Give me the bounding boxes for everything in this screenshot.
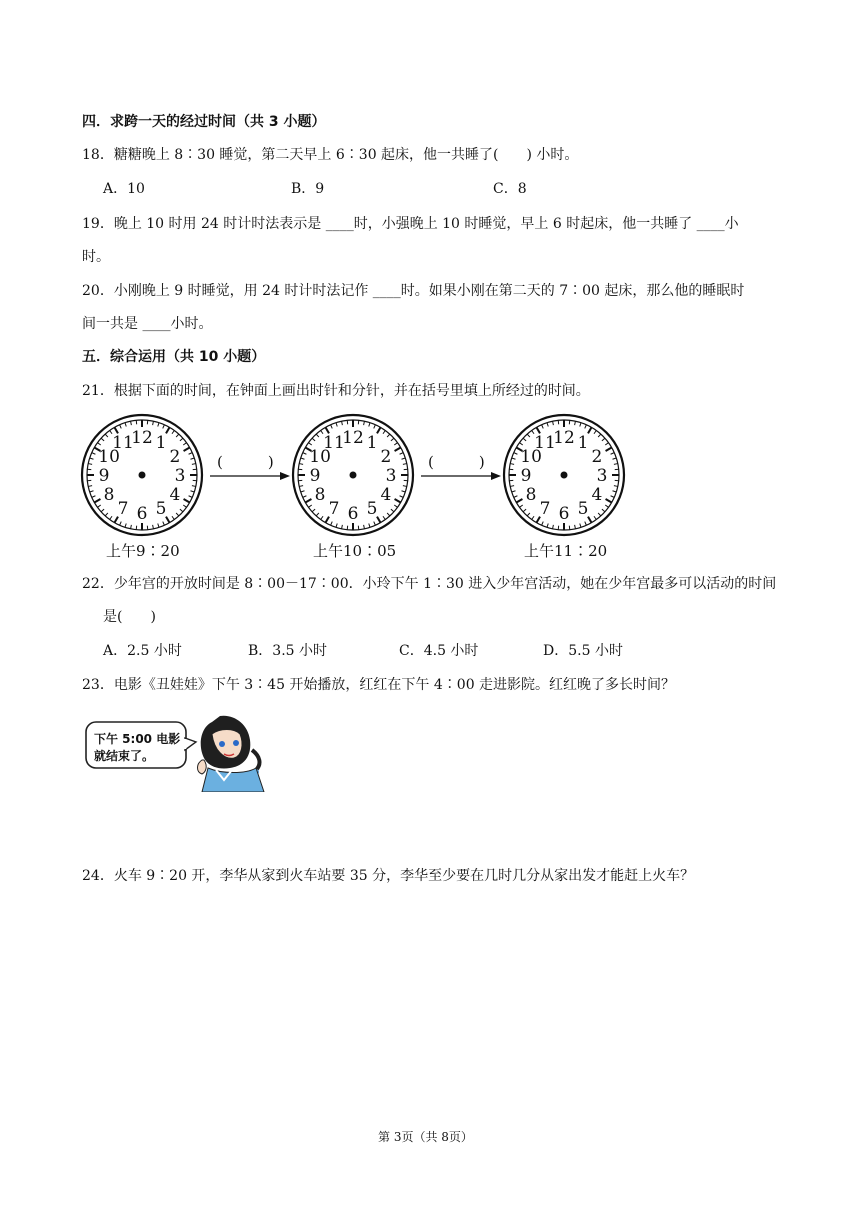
clock-number: 9 xyxy=(520,466,532,486)
clock-number: 12 xyxy=(553,428,575,448)
bubble-text-line1: 下午 5:00 电影 xyxy=(94,732,181,746)
clock-number: 3 xyxy=(385,466,397,486)
section-5-title: 五．综合运用（共 10 小题） xyxy=(82,349,266,365)
question-22-line1: 22．少年宫的开放时间是 8∶00－17∶00．小玲下午 1∶30 进入少年宫活动，她在少年宫最多可以活动的时间 xyxy=(82,576,777,592)
clock-number: 6 xyxy=(347,504,359,524)
clock-center-dot xyxy=(561,472,568,479)
q18-option-a: A．10 xyxy=(103,181,145,197)
clock-number: 7 xyxy=(539,498,551,519)
clock-number: 4 xyxy=(380,485,392,505)
clock-number: 1 xyxy=(577,433,589,454)
clock-center-dot xyxy=(350,472,357,479)
question-19-line1: 19．晚上 10 时用 24 时计时法表示是 ____时，小强晚上 10 时睡觉，早上 6 时起床，他一共睡了 ____小 xyxy=(82,216,739,232)
question-24-text: 24．火车 9∶20 开，李华从家到火车站要 35 分，李华至少要在几时几分从家出发才能赶上火车？ xyxy=(82,868,695,884)
clock-number: 2 xyxy=(591,447,603,467)
clock-3-time-label: 上午11∶20 xyxy=(524,542,608,560)
clock-number: 4 xyxy=(169,485,181,505)
clock-number: 12 xyxy=(131,428,153,448)
arrow-2 xyxy=(421,470,501,482)
girl-speech-illustration xyxy=(84,700,276,792)
clock-number: 2 xyxy=(169,447,181,467)
clock-number: 8 xyxy=(314,485,326,505)
clock-number: 7 xyxy=(117,498,129,519)
clock-number: 9 xyxy=(309,466,321,486)
clock-number: 8 xyxy=(103,485,115,505)
question-20-line2: 间一共是 ____小时。 xyxy=(82,316,213,332)
clock-number: 1 xyxy=(366,433,378,454)
clock-number: 5 xyxy=(155,498,167,519)
q22-option-d: D．5.5 小时 xyxy=(543,643,623,659)
elapsed-time-blank-1: ( ) xyxy=(217,453,274,471)
question-18-text: 18．糖糖晚上 8∶30 睡觉，第二天早上 6∶30 起床，他一共睡了( ) 小时。 xyxy=(82,147,579,163)
clock-number: 5 xyxy=(366,498,378,519)
question-20-line1: 20．小刚晚上 9 时睡觉，用 24 时计时法记作 ____时。如果小刚在第二天的 7∶00 起床，那么他的睡眠时 xyxy=(82,283,745,299)
clock-number: 11 xyxy=(112,433,134,454)
q18-option-c: C．8 xyxy=(493,181,527,197)
clock-2-time-label: 上午10∶05 xyxy=(313,542,397,560)
question-23-text: 23．电影《丑娃娃》下午 3∶45 开始播放，红红在下午 4∶00 走进影院。红红晚了多长时间？ xyxy=(82,677,676,693)
section-4-title: 四．求跨一天的经过时间（共 3 小题） xyxy=(82,114,326,130)
clock-number: 11 xyxy=(534,433,556,454)
clock-number: 5 xyxy=(577,498,589,519)
clock-number: 1 xyxy=(155,433,167,454)
q18-option-b: B．9 xyxy=(291,181,325,197)
clock-number: 4 xyxy=(591,485,603,505)
clock-number: 11 xyxy=(323,433,345,454)
clock-1-time-label: 上午9∶20 xyxy=(106,542,180,560)
question-21-text: 21．根据下面的时间，在钟面上画出时针和分针，并在括号里填上所经过的时间。 xyxy=(82,383,590,399)
clock-number: 7 xyxy=(328,498,340,519)
question-19-line2: 时。 xyxy=(82,249,110,265)
q22-option-b: B．3.5 小时 xyxy=(248,643,328,659)
clock-face-2 xyxy=(291,413,415,537)
clock-number: 10 xyxy=(309,447,331,467)
clock-face-1 xyxy=(80,413,204,537)
clock-number: 8 xyxy=(525,485,537,505)
arrow-1 xyxy=(210,470,290,482)
q22-option-a: A．2.5 小时 xyxy=(103,643,182,659)
clock-number: 9 xyxy=(98,466,110,486)
clock-number: 10 xyxy=(520,447,542,467)
clock-number: 10 xyxy=(98,447,120,467)
clock-number: 6 xyxy=(136,504,148,524)
bubble-text-line2: 就结束了。 xyxy=(94,749,155,763)
clock-number: 2 xyxy=(380,447,392,467)
clock-face-3 xyxy=(502,413,626,537)
q22-option-c: C．4.5 小时 xyxy=(399,643,479,659)
clock-center-dot xyxy=(139,472,146,479)
question-22-line2: 是( ) xyxy=(103,609,156,625)
clock-number: 3 xyxy=(174,466,186,486)
clock-number: 12 xyxy=(342,428,364,448)
page-footer: 第 3页（共 8页） xyxy=(378,1130,473,1144)
clock-number: 3 xyxy=(596,466,608,486)
clock-number: 6 xyxy=(558,504,570,524)
elapsed-time-blank-2: ( ) xyxy=(428,453,485,471)
